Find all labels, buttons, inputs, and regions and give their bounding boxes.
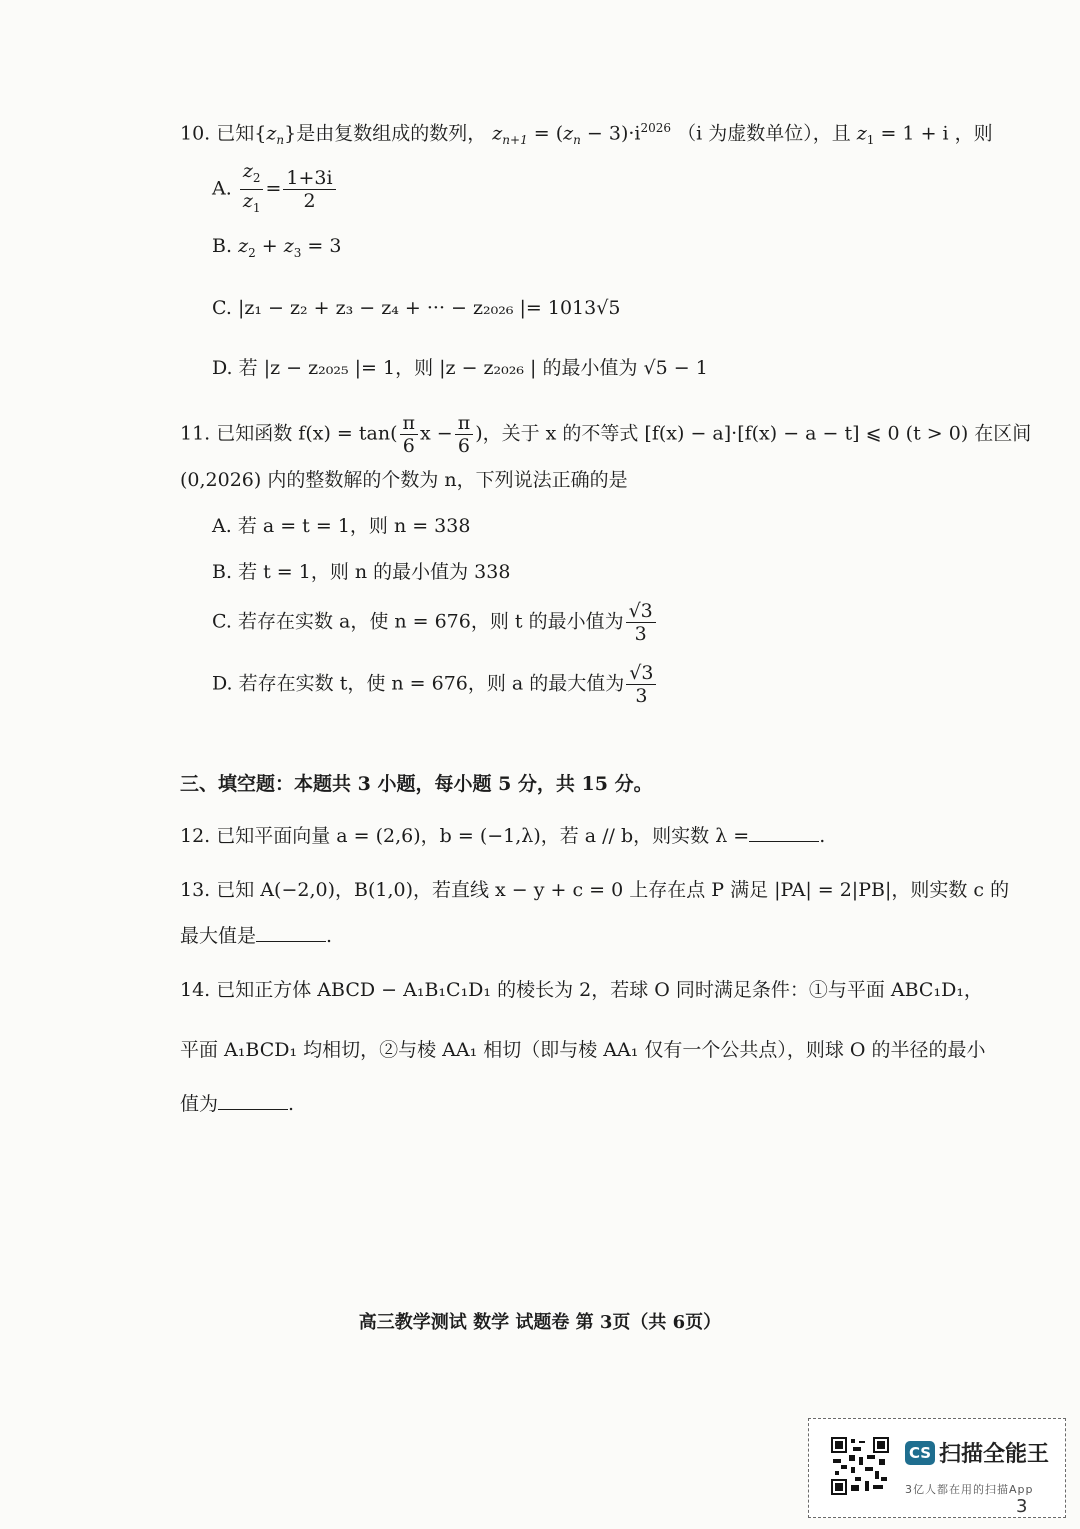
q14-line1: 14. 已知正方体 ABCD − A₁B₁C₁D₁ 的棱长为 2，若球 O 同时满足条件：①与平面 ABC₁D₁，: [180, 979, 983, 1001]
scanner-slogan: 3亿人都在用的扫描App: [905, 1483, 1034, 1496]
q14-line2: 平面 A₁BCD₁ 均相切，②与棱 AA₁ 相切（即与棱 AA₁ 仅有一个公共点），则球 O 的半径的最小: [180, 1039, 986, 1061]
q10-option-c: C. |z₁ − z₂ + z₃ − z₄ + ··· − z₂₀₂₆ |= 1013√5: [212, 297, 621, 319]
page-number: 3: [1016, 1496, 1028, 1517]
q12: 12. 已知平面向量 a = (2,6)，b = (−1,λ)，若 a // b，则实数 λ = .: [180, 825, 826, 847]
cs-logo-icon: CS: [905, 1441, 935, 1465]
section-heading: 三、填空题：本题共 3 小题，每小题 5 分，共 15 分。: [180, 773, 653, 795]
q14-line3: 值为 .: [180, 1093, 295, 1115]
q10-option-d: D. 若 |z − z₂₀₂₅ |= 1，则 |z − z₂₀₂₆ | 的最小值为 √5 − 1: [212, 357, 708, 379]
q12-answer-blank[interactable]: [749, 823, 819, 842]
q10-option-b: B. $z_2 + z_3 = 3$: [212, 235, 342, 260]
q13-line1: 13. 已知 A(−2,0)，B(1,0)，若直线 x − y + c = 0 上存在点 P 满足 |PA| = 2|PB|，则实数 c 的: [180, 879, 1010, 901]
q13-line2: 最大值是 .: [180, 925, 333, 947]
scanner-brand: 扫描全能王: [939, 1442, 1050, 1467]
q11-stem: 11. 已知函数 f(x) = tan( $\frac{\pi}{6}$ x − $\frac{\pi}{6}$ )，关于 x 的不等式 [f(x) − a]·[f(x) − a − t] ⩽ 0 (t > 0) 在区间: [180, 412, 1032, 457]
q13-answer-blank[interactable]: [256, 923, 326, 942]
page-footer: 高三教学测试 数学 试题卷 第 3页（共 6页）: [358, 1312, 722, 1333]
qr-code-icon: [831, 1437, 889, 1495]
q10-option-a: A. $\frac{z_2}{z_1}$ = $\frac{1+3i}{2}$: [212, 160, 338, 219]
q10-stem: 10. 已知$\{z_n\}$是由复数组成的数列， $z_{n+1} = (z_n - 3)\cdot i^{2026}$ （i 为虚数单位），且 $z_1 = 1 + i$ ，则: [180, 121, 993, 148]
q11-option-a: A. 若 a = t = 1，则 n = 338: [212, 515, 471, 537]
q11-option-d: D. 若存在实数 t，使 n = 676，则 a 的最大值为 $\frac{√3}{3}$: [212, 662, 658, 707]
q14-answer-blank[interactable]: [218, 1091, 288, 1110]
q11-option-b: B. 若 t = 1，则 n 的最小值为 338: [212, 561, 511, 583]
q11-option-c: C. 若存在实数 a，使 n = 676，则 t 的最小值为 $\frac{√3}{3}$: [212, 600, 658, 645]
q11-stem-line2: (0,2026) 内的整数解的个数为 n，下列说法正确的是: [180, 469, 628, 491]
